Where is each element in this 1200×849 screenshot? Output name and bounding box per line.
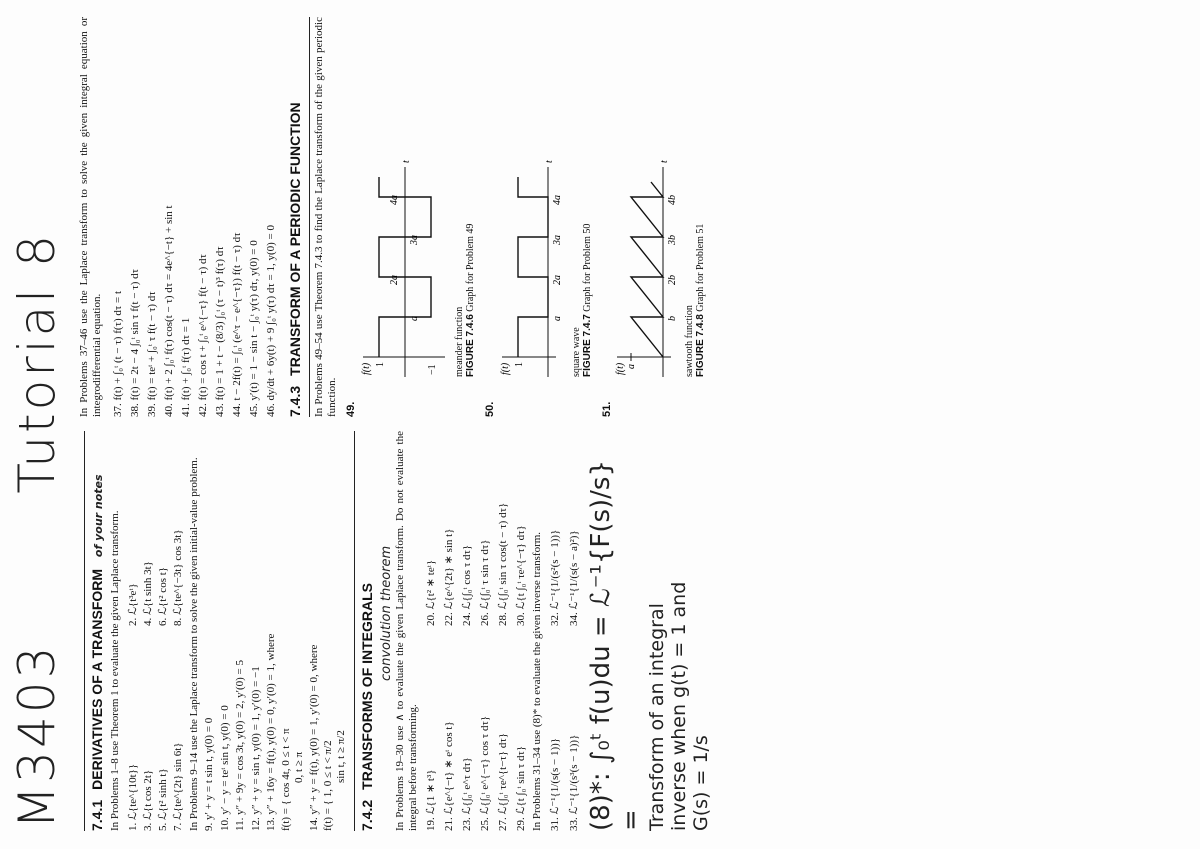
problem: 27. ℒ{∫₀ᵗ τe^{t−τ} dτ} bbox=[497, 732, 509, 831]
problem-51: 51. bbox=[601, 401, 613, 417]
piecewise-13 bbox=[280, 431, 306, 831]
figure-label: FIGURE 7.4.6 bbox=[465, 314, 476, 377]
y-label: f(t) bbox=[361, 362, 372, 375]
figure-caption: Graph for Problem 51 bbox=[695, 223, 706, 312]
piece-2: sin t, t ≥ π/2 bbox=[335, 730, 347, 783]
problem: 26. ℒ{∫₀ᵗ τ sin τ dτ} bbox=[479, 539, 491, 626]
problem: 23. ℒ{∫₀ᵗ e^τ dτ} bbox=[461, 757, 473, 831]
right-column bbox=[78, 17, 706, 417]
section-title: DERIVATIVES OF A TRANSFORM bbox=[89, 568, 105, 790]
problem: 21. ℒ{e^{−t} ∗ eᵗ cos t} bbox=[443, 721, 455, 831]
figure-7-4-6-caption bbox=[454, 17, 476, 377]
tick-4b: 4b bbox=[667, 195, 678, 205]
problem: 22. ℒ{e^{2t} ∗ sin t} bbox=[443, 528, 455, 626]
problem: 11. y″ + 9y = cos 3t, y(0) = 2, y′(0) = 5 bbox=[234, 659, 246, 831]
problem: 8. ℒ{te^{−3t} cos 3t} bbox=[172, 529, 184, 626]
problem: 28. ℒ{∫₀ᵗ sin τ cos(t − τ) dτ} bbox=[497, 502, 509, 626]
figure-caption: Graph for Problem 49 bbox=[465, 223, 476, 312]
y-minus-one: −1 bbox=[427, 364, 438, 375]
problem: 1. ℒ{te^{10t}} bbox=[127, 763, 139, 831]
figure-7-4-8-caption bbox=[684, 17, 706, 377]
handwritten-title bbox=[8, 232, 66, 829]
y-one: 1 bbox=[375, 362, 386, 367]
section-rule bbox=[84, 431, 85, 831]
intro-1-8: In Problems 1–8 use Theorem 1 to evaluate the given Laplace transform. bbox=[109, 510, 121, 831]
sawtooth-wave bbox=[631, 182, 663, 357]
section-7-4-2-heading bbox=[359, 431, 375, 831]
handwritten-line: inverse when g(t) = 1 and bbox=[668, 581, 690, 831]
handwritten-line: Transform of an integral bbox=[646, 603, 668, 831]
problems-9-14 bbox=[202, 431, 348, 831]
piece-2: 0, t ≥ π bbox=[292, 751, 305, 783]
handwritten-line: G(s) = 1/s bbox=[690, 735, 712, 831]
tick-2a: 2a bbox=[389, 275, 400, 285]
problem: 40. f(t) + 2 ∫₀ᵗ f(τ) cos(t − τ) dτ = 4e^{−t} + sin t bbox=[163, 205, 175, 417]
problem: 24. ℒ{∫₀ᵗ cos τ dτ} bbox=[461, 544, 473, 626]
course-code: M3403 bbox=[8, 643, 66, 829]
y-label: f(t) bbox=[615, 362, 626, 375]
problem: 4. ℒ{t sinh 3t} bbox=[142, 561, 154, 626]
problem: 20. ℒ{t² ∗ teᵗ} bbox=[425, 559, 437, 626]
figure-name: square wave bbox=[571, 327, 582, 377]
problem: 41. f(t) + ∫₀ᵗ f(τ) dτ = 1 bbox=[180, 317, 192, 417]
tick-3b: 3b bbox=[667, 235, 678, 245]
section-title: TRANSFORM OF A PERIODIC FUNCTION bbox=[287, 102, 303, 376]
tick-a: a bbox=[552, 316, 563, 321]
problem: 10. y′ − y = teᵗ sin t, y(0) = 0 bbox=[218, 705, 231, 831]
problem: 34. ℒ⁻¹{1/(s(s − a)²)} bbox=[568, 530, 580, 626]
section-7-4-3-heading bbox=[287, 17, 303, 417]
problem-50: 50. bbox=[484, 401, 496, 417]
piece-1: f(t) = { cos 4t, 0 ≤ t < π bbox=[279, 728, 292, 831]
piece-1: f(t) = { 1, 0 ≤ t < π/2 bbox=[322, 740, 334, 831]
figure-label: FIGURE 7.4.7 bbox=[582, 314, 593, 377]
meander-graph bbox=[357, 87, 449, 417]
problems-31-34 bbox=[548, 431, 580, 831]
tutorial-label: Tutorial 8 bbox=[8, 232, 66, 494]
problem: 7. ℒ{te^{2t} sin 6t} bbox=[172, 742, 184, 831]
tick-2b: 2b bbox=[667, 275, 678, 285]
figure-name: meander function bbox=[454, 306, 465, 377]
tick-3a: 3a bbox=[552, 235, 563, 245]
problem: 37. f(t) + ∫₀ᵗ (t − τ) f(τ) dτ = t bbox=[112, 290, 124, 417]
x-label: t bbox=[401, 160, 412, 163]
left-column bbox=[78, 431, 712, 831]
section-7-4-1-heading bbox=[89, 431, 105, 831]
problem: 12. y″ + y = sin t, y(0) = 1, y′(0) = −1 bbox=[249, 666, 262, 831]
problem: 33. ℒ⁻¹{1/(s³(s − 1))} bbox=[568, 734, 580, 831]
problem: 6. ℒ{t² cos t} bbox=[157, 566, 169, 626]
problems-19-30 bbox=[424, 431, 527, 831]
tick-4a: 4a bbox=[389, 195, 400, 205]
piecewise-14 bbox=[322, 431, 348, 831]
problem-49: 49. bbox=[345, 401, 357, 417]
x-label: t bbox=[659, 160, 670, 163]
sawtooth-graph bbox=[613, 87, 679, 417]
problem: 19. ℒ{1 ∗ t³} bbox=[425, 769, 437, 831]
figure-caption: Graph for Problem 50 bbox=[582, 223, 593, 312]
section-number: 7.4.2 bbox=[359, 799, 375, 831]
section-rule bbox=[354, 431, 355, 831]
square-wave-graph bbox=[496, 87, 566, 417]
y-one: 1 bbox=[514, 362, 525, 367]
figure-name: sawtooth function bbox=[684, 305, 695, 377]
problem: 39. f(t) = teᵗ + ∫₀ᵗ τ f(t − τ) dτ bbox=[146, 291, 158, 417]
handwritten-note: of your notes bbox=[92, 474, 105, 558]
problem: 5. ℒ{t² sinh t} bbox=[157, 768, 169, 831]
section-rule bbox=[309, 17, 310, 417]
figure-label: FIGURE 7.4.8 bbox=[695, 314, 706, 377]
problem: 30. ℒ{t ∫₀ᵗ τe^{−τ} dτ} bbox=[515, 525, 527, 626]
intro-9-14: In Problems 9–14 use the Laplace transform to solve the given initial-value problem. bbox=[188, 457, 200, 831]
problem: 44. t − 2f(t) = ∫₀ᵗ (e^τ − e^{−τ}) f(t − τ) dτ bbox=[231, 232, 243, 417]
problem: 43. f(t) = 1 + t − (8/3) ∫₀ᵗ (τ − t)³ f(τ) dτ bbox=[214, 246, 226, 417]
section-title: TRANSFORMS OF INTEGRALS bbox=[359, 582, 375, 790]
square-wave bbox=[518, 177, 548, 357]
tick-b: b bbox=[667, 316, 678, 321]
section-number: 7.4.3 bbox=[287, 385, 303, 417]
intro-49-54: In Problems 49–54 use Theorem 7.4.3 to find the Laplace transform of the given periodic function. bbox=[313, 17, 338, 417]
problem: 31. ℒ⁻¹{1/(s(s − 1))} bbox=[549, 737, 561, 831]
problem: 14. y″ + y = f(t), y(0) = 1, y′(0) = 0, where bbox=[307, 644, 320, 831]
tick-a: a bbox=[409, 316, 420, 321]
problems-37-46 bbox=[110, 17, 279, 417]
y-a: a bbox=[626, 364, 637, 369]
y-label: f(t) bbox=[500, 362, 511, 375]
intro-31-34: In Problems 31–34 use (8)* to evaluate the given inverse transform. bbox=[531, 531, 543, 831]
handwritten-equation: (8)*: ∫₀ᵗ f(u)du = ℒ⁻¹{F(s)/s} = bbox=[586, 459, 646, 831]
tick-4a: 4a bbox=[552, 195, 563, 205]
problem: 45. y′(t) = 1 − sin t − ∫₀ᵗ y(τ) dτ, y(0) = 0 bbox=[248, 240, 260, 417]
problem: 38. f(t) = 2t − 4 ∫₀ᵗ sin τ f(t − τ) dτ bbox=[129, 268, 141, 417]
problem: 25. ℒ{∫₀ᵗ e^{−τ} cos τ dτ} bbox=[479, 715, 491, 831]
problem: 42. f(t) = cos t + ∫₀ᵗ e^{−τ} f(t − τ) dτ bbox=[197, 254, 209, 417]
figure-7-4-7-caption bbox=[571, 17, 593, 377]
intro-19-30: In Problems 19–30 use ∧ to evaluate the given Laplace transform. Do not evaluate the integral before transforming. bbox=[394, 431, 419, 831]
problem: 2. ℒ{t³eᵗ} bbox=[127, 583, 139, 626]
section-number: 7.4.1 bbox=[89, 799, 105, 831]
handwritten-note: convolution theorem bbox=[379, 545, 394, 681]
x-label: t bbox=[544, 160, 555, 163]
tick-2a: 2a bbox=[552, 275, 563, 285]
problem: 3. ℒ{t cos 2t} bbox=[142, 769, 154, 831]
tick-3a: 3a bbox=[409, 235, 420, 245]
problems-1-8 bbox=[126, 431, 184, 831]
problem: 13. y″ + 16y = f(t), y(0) = 0, y′(0) = 1, where bbox=[265, 633, 277, 831]
intro-37-46: In Problems 37–46 use the Laplace transform to solve the given integral equation or integrodifferential equation. bbox=[78, 17, 103, 417]
problem: 29. ℒ{t ∫₀ᵗ sin τ dτ} bbox=[515, 745, 527, 831]
problem: 9. y′ + y = t sin t, y(0) = 0 bbox=[203, 717, 215, 831]
problem: 46. dy/dt + 6y(t) + 9 ∫₀ᵗ y(τ) dτ = 1, y(0) = 0 bbox=[265, 224, 277, 417]
problem: 32. ℒ⁻¹{1/(s²(s − 1))} bbox=[549, 529, 561, 626]
